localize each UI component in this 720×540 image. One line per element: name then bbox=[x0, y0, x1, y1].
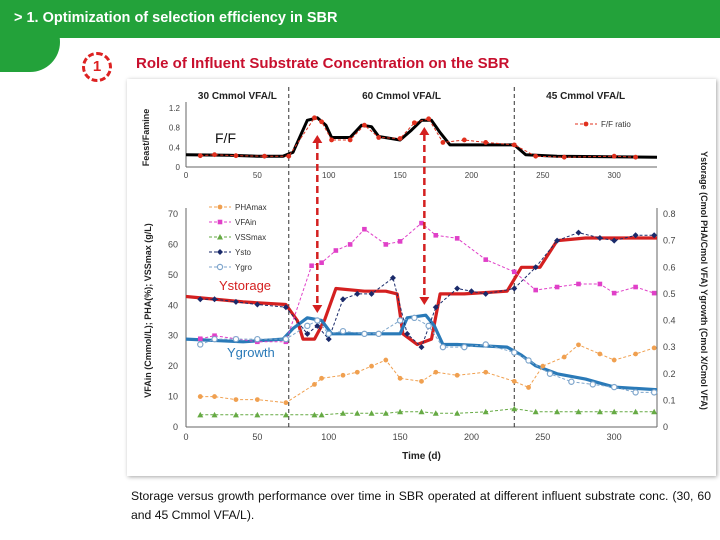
arrow-period-2a-head-down bbox=[312, 305, 322, 313]
phamax-point bbox=[526, 385, 531, 390]
ff-ratio-point bbox=[441, 140, 446, 145]
vfain-point bbox=[576, 282, 581, 287]
vfain-point bbox=[198, 336, 203, 341]
bottom-y2-tick-label: 0.2 bbox=[663, 368, 676, 379]
chart-frame bbox=[127, 79, 716, 476]
phamax-point bbox=[212, 394, 217, 399]
phamax-point bbox=[512, 379, 517, 384]
legend-marker bbox=[218, 220, 223, 225]
legend-marker bbox=[217, 249, 223, 255]
ff-ratio-point bbox=[262, 154, 267, 159]
vfain-point bbox=[633, 285, 638, 290]
legend-label: VFAin bbox=[235, 218, 257, 227]
ygro-point bbox=[233, 337, 238, 342]
ff-ratio-point bbox=[312, 115, 317, 120]
ff-annotation: F/F bbox=[215, 130, 236, 146]
phamax-point bbox=[383, 358, 388, 363]
ff-ratio-point bbox=[633, 155, 638, 160]
legend-ff-swatch-marker bbox=[584, 122, 589, 127]
legend-marker bbox=[218, 205, 223, 210]
top-x-tick-label: 300 bbox=[607, 171, 621, 180]
vfain-point bbox=[309, 263, 314, 268]
ff-ratio-point bbox=[319, 119, 324, 124]
top-x-tick-label: 200 bbox=[464, 171, 479, 180]
ygro-point bbox=[362, 331, 367, 336]
ygro-point bbox=[569, 379, 574, 384]
phamax-point bbox=[419, 379, 424, 384]
section-badge: 1 bbox=[82, 52, 112, 82]
slide-subtitle: Role of Influent Substrate Concentration on the SBR bbox=[136, 55, 510, 72]
vfain-point bbox=[362, 227, 367, 232]
period-label: 45 Cmmol VFA/L bbox=[546, 91, 626, 102]
vfain-point bbox=[348, 242, 353, 247]
ygro-point bbox=[305, 323, 310, 328]
top-y-tick-label: 0.4 bbox=[168, 143, 180, 153]
ff-ratio-point bbox=[212, 152, 217, 157]
ygro-point bbox=[652, 390, 657, 395]
bottom-y2-tick-label: 0.7 bbox=[663, 235, 676, 246]
bottom-y-tick-label: 70 bbox=[167, 209, 178, 219]
arrow-period-2b-head-down bbox=[419, 297, 429, 305]
top-y-tick-label: 0.8 bbox=[168, 123, 180, 133]
ysto-point bbox=[454, 286, 460, 292]
phamax-point bbox=[198, 394, 203, 399]
phamax-point bbox=[433, 370, 438, 375]
vfain-point bbox=[555, 285, 560, 290]
period-label: 60 Cmmol VFA/L bbox=[362, 91, 441, 102]
ygro-point bbox=[315, 318, 320, 323]
vfain-point bbox=[598, 282, 603, 287]
phamax-point bbox=[633, 352, 638, 357]
vssmax-line bbox=[200, 409, 654, 415]
phamax-point bbox=[483, 370, 488, 375]
ysto-point bbox=[597, 235, 603, 241]
ygro-point bbox=[198, 342, 203, 347]
vssmax-point bbox=[254, 412, 260, 418]
bottom-y2-tick-label: 0.8 bbox=[663, 209, 676, 219]
ygro-point bbox=[483, 342, 488, 347]
phamax-point bbox=[234, 397, 239, 402]
bottom-x-tick-label: 250 bbox=[535, 432, 551, 442]
bottom-y2-tick-label: 0.6 bbox=[663, 262, 676, 273]
bottom-y2-axis-label: Ystorage (Cmol PHA/Cmol VFA) Ygrowth (Cmol X/Cmol VFA) bbox=[699, 151, 709, 410]
bottom-x-tick-label: 100 bbox=[321, 432, 337, 442]
phamax-point bbox=[341, 373, 346, 378]
ff-ratio-point bbox=[512, 142, 517, 147]
phamax-point bbox=[369, 364, 374, 369]
bottom-y2-tick-label: 0.5 bbox=[663, 288, 676, 299]
ygro-point bbox=[340, 329, 345, 334]
legend-label: Ygro bbox=[235, 263, 252, 272]
ygro-point bbox=[376, 331, 381, 336]
ygro-point bbox=[412, 315, 417, 320]
chart-svg bbox=[127, 79, 716, 476]
ff-ratio-point bbox=[612, 154, 617, 159]
ff-ratio-point bbox=[348, 138, 353, 143]
ygro-point bbox=[255, 337, 260, 342]
ff-ratio-point bbox=[462, 138, 467, 143]
ygro-point bbox=[440, 345, 445, 350]
top-y-tick-label: 1.2 bbox=[168, 104, 180, 113]
bottom-y2-tick-label: 0.4 bbox=[663, 315, 676, 326]
legend-label: PHAmax bbox=[235, 203, 267, 212]
vssmax-point bbox=[354, 410, 360, 416]
header-title: > 1. Optimization of selection efficiency in SBR bbox=[14, 10, 338, 26]
phamax-point bbox=[455, 373, 460, 378]
phamax-point bbox=[612, 358, 617, 363]
vfain-point bbox=[455, 236, 460, 241]
bottom-x-tick-label: 150 bbox=[392, 432, 408, 442]
phamax-point bbox=[398, 376, 403, 381]
top-x-tick-label: 50 bbox=[252, 171, 262, 180]
ysto-point bbox=[576, 230, 582, 236]
top-x-tick-label: 250 bbox=[536, 171, 550, 180]
ff-ratio-point bbox=[376, 135, 381, 140]
ff-ratio-point bbox=[562, 155, 567, 160]
ff-ratio-point bbox=[362, 123, 367, 128]
bottom-y-tick-label: 60 bbox=[167, 239, 178, 250]
vssmax-point bbox=[633, 409, 639, 415]
bottom-y2-tick-label: 0.3 bbox=[663, 342, 676, 353]
ygro-point bbox=[462, 345, 467, 350]
legend-label: VSSmax bbox=[235, 233, 267, 242]
arrow-period-2b-head-up bbox=[419, 127, 429, 135]
phamax-point bbox=[598, 352, 603, 357]
bottom-x-tick-label: 200 bbox=[463, 432, 479, 442]
legend-ff-label: F/F ratio bbox=[601, 120, 631, 129]
ysto-point bbox=[511, 286, 517, 292]
vssmax-point bbox=[369, 410, 375, 416]
figure-caption: Storage versus growth performance over time in SBR operated at different influent substrate conc. (30, 60 and 45 Cmmol VFA/L). bbox=[131, 489, 711, 522]
vfain-point bbox=[334, 248, 339, 253]
vfain-point bbox=[398, 239, 403, 244]
vfain-point bbox=[533, 288, 538, 293]
bottom-x-axis-label: Time (d) bbox=[402, 451, 441, 462]
bottom-y-tick-label: 20 bbox=[167, 361, 178, 372]
phamax-point bbox=[355, 370, 360, 375]
phamax-point bbox=[255, 397, 260, 402]
ygro-point bbox=[526, 358, 531, 363]
bottom-y-tick-label: 40 bbox=[167, 300, 178, 311]
ff-ratio-point bbox=[329, 138, 334, 143]
phamax-point bbox=[576, 342, 581, 347]
vfain-point bbox=[652, 291, 657, 296]
bottom-x-tick-label: 0 bbox=[183, 432, 189, 442]
top-x-tick-label: 0 bbox=[183, 171, 189, 180]
ff-ratio-point bbox=[286, 154, 291, 159]
bottom-x-tick-label: 300 bbox=[606, 432, 622, 442]
bottom-y2-tick-label: 0 bbox=[663, 422, 669, 432]
ff-ratio-point bbox=[198, 153, 203, 158]
top-y-axis-label: Feast/Famine bbox=[141, 108, 151, 167]
phamax-point bbox=[319, 376, 324, 381]
vssmax-point bbox=[454, 410, 460, 416]
ygro-point bbox=[512, 350, 517, 355]
top-x-tick-label: 150 bbox=[393, 171, 407, 180]
ysto-point bbox=[340, 296, 346, 302]
vfain-point bbox=[384, 242, 389, 247]
vfain-point bbox=[319, 260, 324, 265]
phamax-point bbox=[652, 345, 657, 350]
bottom-x-tick-label: 50 bbox=[252, 432, 263, 442]
top-y-tick-label: 0 bbox=[175, 163, 180, 172]
ff-ratio-point bbox=[412, 120, 417, 125]
vfain-point bbox=[512, 270, 517, 275]
ygro-point bbox=[633, 390, 638, 395]
ystorage-annotation: Ystorage bbox=[219, 278, 272, 293]
ygro-point bbox=[612, 384, 617, 389]
arrow-period-2a-head-up bbox=[312, 135, 322, 143]
top-x-tick-label: 100 bbox=[322, 171, 336, 180]
period-label: 30 Cmmol VFA/L bbox=[197, 91, 277, 102]
bottom-y-tick-label: 50 bbox=[167, 269, 178, 280]
legend-marker bbox=[217, 264, 222, 269]
ygro-point bbox=[547, 371, 552, 376]
bottom-y-tick-label: 30 bbox=[167, 330, 178, 341]
vssmax-point bbox=[419, 409, 425, 415]
phamax-point bbox=[284, 400, 289, 405]
phamax-point bbox=[562, 355, 567, 360]
legend-marker bbox=[217, 234, 223, 240]
bottom-y-axis-label: VFAin (Cmmol/L); PHA(%); VSSmax (g/L) bbox=[143, 223, 153, 398]
ygro-point bbox=[326, 331, 331, 336]
ff-ratio-point bbox=[533, 154, 538, 159]
vssmax-point bbox=[533, 409, 539, 415]
phamax-point bbox=[312, 382, 317, 387]
ygro-point bbox=[283, 337, 288, 342]
ygro-point bbox=[397, 318, 402, 323]
ff-ratio-point bbox=[398, 136, 403, 141]
ff-ratio-point bbox=[234, 153, 239, 158]
legend-label: Ysto bbox=[235, 248, 252, 257]
bottom-y2-tick-label: 0.1 bbox=[663, 395, 676, 406]
ff-ratio-point bbox=[483, 140, 488, 145]
ygro-point bbox=[212, 337, 217, 342]
ysto-point bbox=[212, 296, 218, 302]
ff-ratio-point bbox=[426, 116, 431, 121]
vfain-point bbox=[612, 291, 617, 296]
vssmax-point bbox=[319, 412, 325, 418]
ygro-point bbox=[426, 323, 431, 328]
vfain-point bbox=[483, 257, 488, 262]
ygro-point bbox=[590, 382, 595, 387]
bottom-y-tick-label: 10 bbox=[167, 391, 178, 402]
vfain-point bbox=[433, 233, 438, 238]
ygrowth-annotation: Ygrowth bbox=[227, 345, 275, 360]
bottom-y-tick-label: 0 bbox=[172, 422, 178, 432]
